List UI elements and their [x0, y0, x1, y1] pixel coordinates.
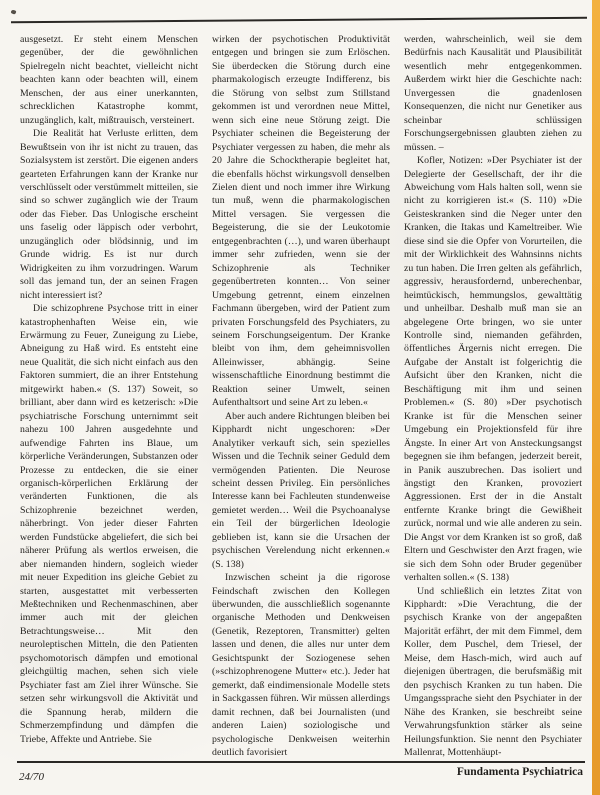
journal-title: Fundamenta Psychiatrica [456, 766, 583, 778]
paragraph: Die Realität hat Verluste erlitten, dem Bewußtsein von ihr ist nicht zu trauen, das Sozialsystem ist zerstört. Die eigenen anders gearteten Erfahrungen kann der Kranke nur verschlüsselt oder verstümmelt mitteilen, sie sind so schwer zugänglich wie der Traum oder das Fieber. Das Unlogische erscheint uns faselig oder läppisch oder verbohrt, unzugänglich oder blödsinnig, und im Grunde widrig. Es ist nur durch Widrigkeiten zu ihm vorzudringen. Warum soll das jemand tun, der an seinen Fragen nicht interessiert ist? [20, 128, 198, 301]
paragraph-continuation: werden, wahrscheinlich, weil sie dem Bedürfnis nach Kausalität und Plausibilität wesentlich mehr entgegenkommen. Außerdem wirkt hier die Geschichte nach: Unvergessen die gnadenlosen Konsequenzen, die nicht nur Genetiker aus scheinbar schlüssigen Forschungsergebnissen glaubten ziehen zu müssen. – [404, 34, 582, 153]
paragraph: Aber auch andere Richtungen bleiben bei Kipphardt nicht ungeschoren: »Der Analytiker verkauft sich, sein spezielles Wissen und die Technik seiner Geduld dem vermögenden Patienten. Die Neurose scheint dessen Privileg. Ein persönliches Interesse kann bei Fachleuten stundenweise gemietet werden… Weil die Psychoanalyse ein Teil der bürgerlichen Ideologie geblieben ist, kann sie die Ursachen der psychischen Verelendung nicht erkennen.« (S. 138) [212, 410, 390, 570]
paragraph-continuation: wirken der psychotischen Produktivität entgegen und bringen sie zum Erlöschen. Sie überdecken die Störung durch eine pharmakologisch erzeugte Indifferenz, bis die Störung von selbst zum Stillstand gekommen ist und verordnen neue Mittel, wenn sich eine neue Störung zeigt. Die Psychiater scheinen die Begeisterung der Psychiater vergessen zu haben, die mehr als 20 Jahre die Schocktherapie begleitet hat, die ebenfalls höchst wirkungsvoll denselben Zielen dient und noch immer ihre Wirkung tun muß, wenn die pharmakologischen Mittel versagen. Sie vergessen die Begeisterung, die sie der Leukotomie entgegenbrachten (…), und waren überhaupt immer sehr zufrieden, wenn sie der Schizophrenie als Techniker gegenübertreten konnten… Von seiner Umgebung getrennt, einem einzelnen Fachmann übergeben, wird der Patient zum privaten Forschungsfeld des Psychiaters, zu seinem Forschungseigentum. Der Kranke bleibt von ihm, dem geheimnisvollen Alleinwisser, abhängig. Seine wissenschaftliche Einordnung bestimmt die Reaktion seiner Umwelt, seinen Aufenthaltsort und seine Art zu leben.« [212, 34, 390, 409]
text-column-left [20, 33, 198, 759]
paragraph-continuation: ausgesetzt. Er steht einem Menschen gegenüber, der die gewöhnlichen Spielregeln nicht beachtet, vielleicht nicht beachten kann oder beachten will, einem Menschen, der aus einer unerkannten, schrecklichen Katastrophe kommt, unzugänglich, kalt, mißtrauisch, versteinert. [20, 34, 198, 126]
paragraph: Kofler, Notizen: »Der Psychiater ist der Delegierte der Gesellschaft, der ihr die Abweichung vom Hals halten soll, wenn sie nicht zu korrigieren ist.« (S. 110) »Die Geisteskranken sind die Neger unter den Kranken, die Itakas und Kameltreiber. Wie diese sind sie die Opfer von Vorurteilen, die mit der Wirklichkeit des Wahnsinns nichts zu tun haben. Die Irren gelten als gefährlich, aggressiv, herausfordernd, unberechenbar, heimtückisch, hemmungslos, gewalttätig und unheilbar. Deshalb muß man sie an abgelegene Orte bringen, wo sie unter Kontrolle sind, niemanden gefährden, öffentliches Ärgernis nicht erregen. Die Aufgabe der Anstalt ist folgerichtig die Aufsicht über den Kranken, nicht die Beschäftigung mit ihm und seinen Problemen.« (S. 80) »Der psychotisch Kranke ist für die Menschen seiner Umgebung ein Projektionsfeld für ihre Ängste. In einer Art von Ansteckungsangst begegnen sie ihm befangen, jederzeit bereit, in Panik auszubrechen. Das isoliert und ängstigt den Kranken, provoziert Aggressionen. Erst der in die Anstalt entfernte Kranke bringt die Gewißheit zurück, normal und wie alle anderen zu sein. Die Angst vor dem Kranken ist so groß, daß Eltern und Geschwister den Arzt fragen, wie sie sich dem Sohn oder Bruder gegenüber verhalten sollen.« (S. 138) [404, 155, 582, 584]
text-column-right [404, 33, 582, 759]
page-edge-bar [592, 0, 600, 795]
text-columns [20, 33, 582, 759]
ink-speck [10, 9, 16, 14]
paragraph: Inzwischen scheint ja die rigorose Feindschaft zwischen den Kollegen überwunden, die ausschließlich sogenannte organische Methoden und Denkweisen (Genetik, Rezeptoren, Transmitter) gelten lassen und denen, die alles nur unter dem Gesichtspunkt der Soziogenese sehen (»schizophrenogene Mutter« etc.). Jeder hat gemerkt, daß eindimensionale Modelle stets in Sackgassen führen. Wir müssen allerdings damit rechnen, daß bei Journalisten (und anderen Laien) soziologische und psychologische Denkweisen weiterhin deutlich favorisiert [212, 572, 390, 759]
text-column-middle [212, 33, 390, 759]
page-number: 24/70 [19, 771, 45, 783]
footer-rule [17, 761, 585, 763]
paragraph: Und schließlich ein letztes Zitat von Kipphardt: »Die Verachtung, die der psychisch Kranke von der angepaßten Majorität erfährt, der mit dem Fimmel, dem Koller, dem Puschel, dem Triesel, der Meise, dem Hasch-mich, wird auch auf diejenigen übertragen, die berufsmäßig mit den psychisch Kranken zu tun haben. Die Umgangssprache sieht den Psychiater in der Nähe des Kranken, sie beschreibt seine Verwahrungsfunktion stärker als seine Heilungsfunktion. Sie nennt den Psychiater Mallenrat, Mottenhäupt- [404, 585, 582, 759]
paragraph: Die schizophrene Psychose tritt in einer katastrophenhaften Weise ein, wie Erwärmung zu Feuer, Zuneigung zu Liebe, Abneigung zu Haß wird. Es entsteht eine neue Qualität, die sich nicht einfach aus den Faktoren summiert, die an ihrer Entstehung mitgewirkt haben.« (S. 137) Soweit, so brilliant, aber dann wird es ketzerisch: »Die psychiatrische Forschung unternimmt seit nahezu 100 Jahren ausgedehnte und aufwendige Fahrten ins Blaue, um körperliche Veränderungen, Substanzen oder Prozesse zu entdecken, die sie einer organisch-körperlichen Erklärung der veränderten Funktionen, die als Schizophrenie bezeichnet werden, näherbringt. Von jeder dieser Fahrten werden Fundstücke abgeliefert, die sich bei näherer Prüfung als wertlos erweisen, die aber niemanden hindern, sogleich wieder mit neuer Expedition ins gleiche Gebiet zu starten, ausgestattet mit verbesserten Meßtechniken und Rechenmaschinen, aber immer auch mit der gleichen Betrachtungsweise… Mit den neuroleptischen Mitteln, die den Patienten psychomotorisch dämpfen und emotional gleichgültig machen, sehen sich viele Psychiater fast am Ziel ihrer Wünsche. Sie setzen sehr wirkungsvoll die Aktivität und die Spannung herab, mildern die Schmerzempfindung und dämpfen die Triebe, Affekte und Antriebe. Sie [20, 303, 198, 745]
top-rule [11, 17, 587, 24]
